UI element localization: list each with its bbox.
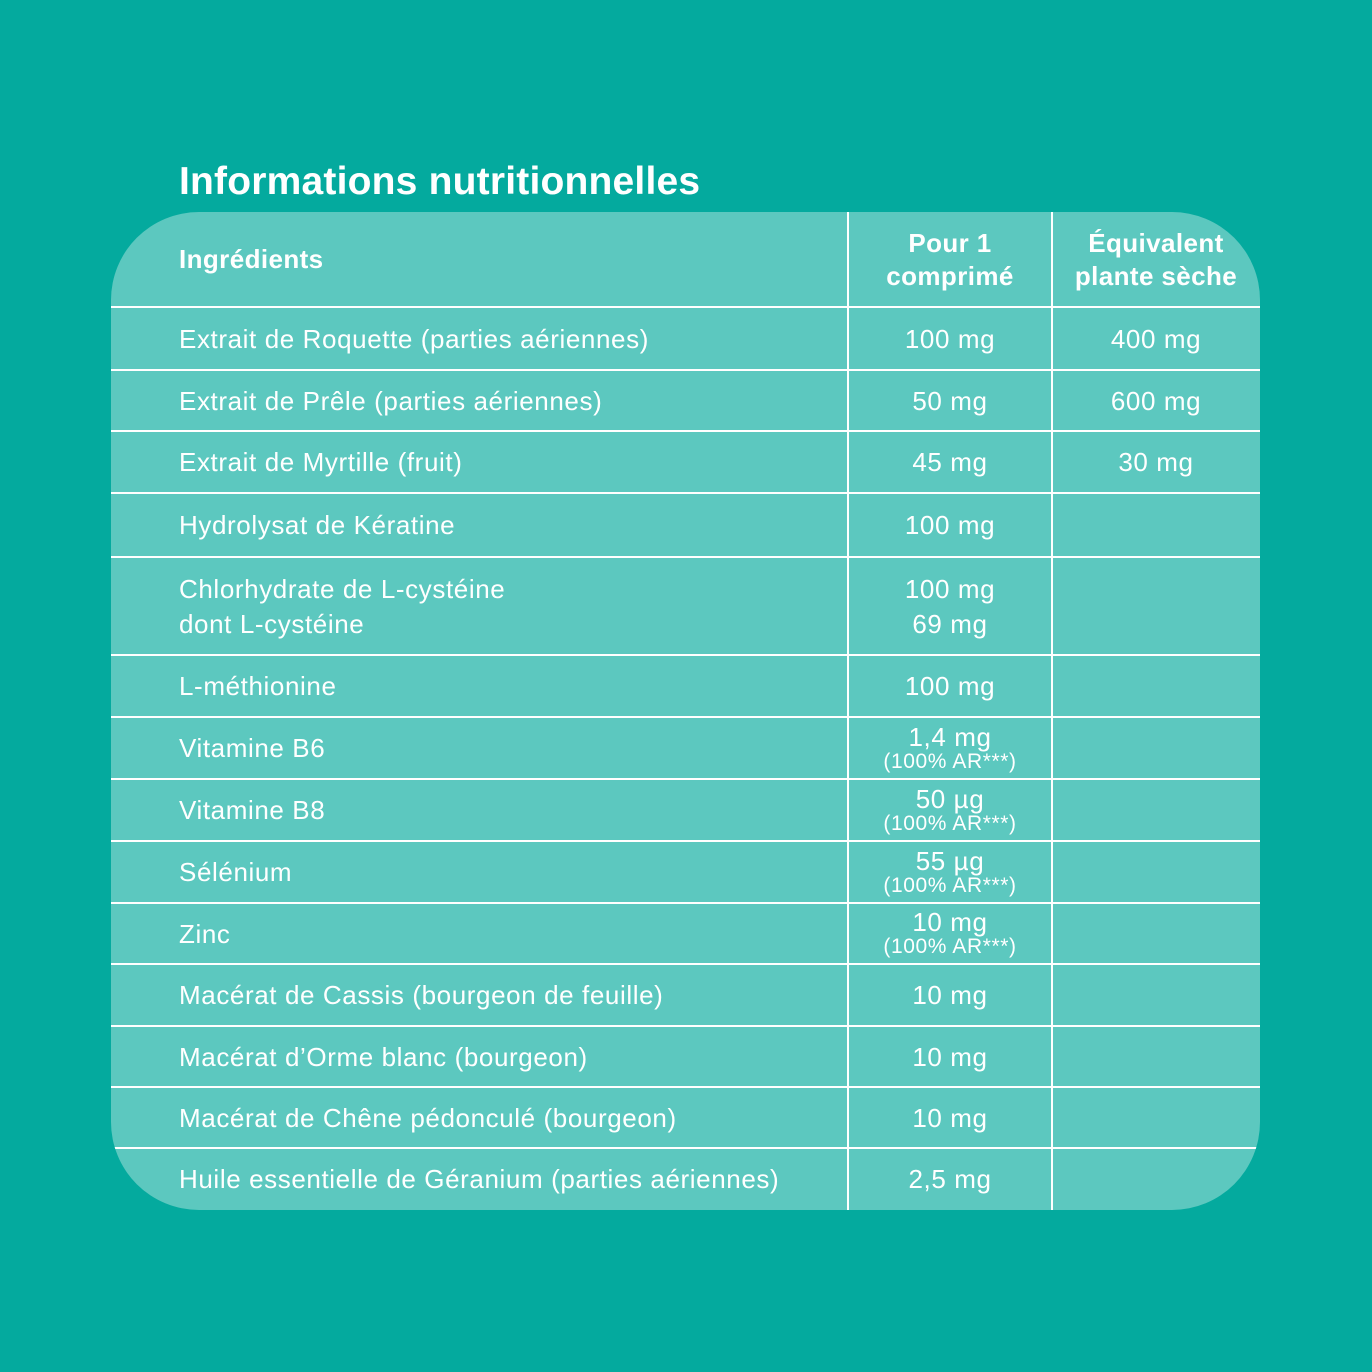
header-per-tablet-line: comprimé	[886, 260, 1014, 291]
ingredient-name-line: Macérat d’Orme blanc (bourgeon)	[179, 1041, 588, 1072]
quantity-per-tablet	[848, 308, 1052, 370]
ingredient-name	[111, 965, 848, 1026]
dry-plant-equivalent	[1052, 494, 1260, 557]
dry-plant-equivalent	[1052, 308, 1260, 370]
quantity-per-tablet	[848, 1149, 1052, 1210]
ingredient-name	[111, 1027, 848, 1087]
ingredient-name	[111, 718, 848, 779]
quantity-value: 69 mg	[912, 608, 988, 639]
quantity-ar-note: (100% AR***)	[883, 749, 1017, 773]
quantity-value: 100 mg	[904, 573, 996, 604]
quantity-per-tablet	[848, 494, 1052, 557]
quantity-per-tablet	[848, 558, 1052, 655]
table-row	[111, 842, 1260, 903]
table-row	[111, 1088, 1260, 1148]
table-row	[111, 1149, 1260, 1210]
quantity-value: 50 mg	[912, 385, 988, 416]
table-row	[111, 1027, 1260, 1087]
ingredient-name-line: Extrait de Prêle (parties aériennes)	[179, 385, 603, 416]
dry-plant-equivalent	[1052, 1088, 1260, 1148]
dry-plant-equivalent	[1052, 904, 1260, 964]
ingredient-name	[111, 371, 848, 431]
table-row	[111, 780, 1260, 841]
quantity-ar-note: (100% AR***)	[883, 935, 1017, 958]
ingredient-name-line: Macérat de Cassis (bourgeon de feuille)	[179, 980, 664, 1010]
header-dry-equivalent-line: Équivalent	[1088, 227, 1224, 258]
quantity-per-tablet	[848, 904, 1052, 964]
ingredient-name	[111, 308, 848, 370]
quantity-value: 100 mg	[904, 671, 996, 701]
quantity-per-tablet	[848, 371, 1052, 431]
header-ingredients-label: Ingrédients	[179, 244, 324, 274]
quantity-value: 10 mg	[912, 1102, 988, 1133]
ingredient-name-line: Vitamine B8	[179, 795, 326, 825]
ingredient-name-line: Extrait de Roquette (parties aériennes)	[179, 323, 649, 354]
quantity-value: 2,5 mg	[908, 1164, 992, 1194]
quantity-value: 45 mg	[912, 447, 988, 477]
dry-plant-equivalent	[1052, 780, 1260, 841]
dry-plant-equivalent	[1052, 1149, 1260, 1210]
table-row	[111, 308, 1260, 370]
table-row	[111, 494, 1260, 557]
table-header-row	[111, 212, 1260, 307]
ingredient-name-line: Vitamine B6	[179, 733, 326, 763]
ingredient-name	[111, 494, 848, 557]
ingredient-name-line: L-méthionine	[179, 671, 337, 701]
table-row	[111, 718, 1260, 779]
ingredient-name	[111, 842, 848, 903]
header-per-tablet	[848, 212, 1052, 307]
ingredient-name	[111, 1088, 848, 1148]
quantity-per-tablet	[848, 432, 1052, 493]
ingredient-name	[111, 780, 848, 841]
ingredient-name	[111, 1149, 848, 1210]
dry-plant-equivalent	[1052, 1027, 1260, 1087]
dry-plant-equivalent	[1052, 656, 1260, 717]
quantity-ar-note: (100% AR***)	[883, 873, 1017, 897]
page-title: Informations nutritionnelles	[179, 160, 701, 203]
equivalent-value: 30 mg	[1118, 447, 1194, 477]
ingredient-name-line: Zinc	[179, 918, 231, 949]
dry-plant-equivalent	[1052, 432, 1260, 493]
dry-plant-equivalent	[1052, 371, 1260, 431]
header-dry-equivalent	[1052, 212, 1260, 307]
ingredient-name-line: Extrait de Myrtille (fruit)	[179, 447, 463, 477]
table-row	[111, 904, 1260, 964]
quantity-value: 100 mg	[904, 323, 996, 354]
quantity-value: 50 µg	[915, 783, 985, 814]
quantity-ar-note: (100% AR***)	[883, 811, 1017, 835]
dry-plant-equivalent	[1052, 965, 1260, 1026]
quantity-value: 1,4 mg	[908, 721, 992, 752]
ingredient-name	[111, 558, 848, 655]
quantity-value: 10 mg	[912, 980, 988, 1010]
ingredient-name-line: Hydrolysat de Kératine	[179, 510, 456, 540]
table-row	[111, 432, 1260, 493]
table-row	[111, 656, 1260, 717]
quantity-per-tablet	[848, 965, 1052, 1026]
quantity-per-tablet	[848, 656, 1052, 717]
table-row	[111, 965, 1260, 1026]
dry-plant-equivalent	[1052, 718, 1260, 779]
header-dry-equivalent-line: plante sèche	[1074, 260, 1238, 291]
ingredient-name-line: Huile essentielle de Géranium (parties aériennes)	[179, 1164, 780, 1194]
quantity-per-tablet	[848, 780, 1052, 841]
quantity-value: 10 mg	[912, 1041, 988, 1072]
equivalent-value: 400 mg	[1110, 323, 1202, 354]
quantity-value: 10 mg	[912, 907, 988, 937]
equivalent-value: 600 mg	[1110, 385, 1202, 416]
ingredient-name-line: dont L-cystéine	[179, 608, 365, 639]
dry-plant-equivalent	[1052, 558, 1260, 655]
ingredient-name	[111, 904, 848, 964]
ingredient-name	[111, 656, 848, 717]
quantity-per-tablet	[848, 1027, 1052, 1087]
ingredient-name	[111, 432, 848, 493]
quantity-value: 55 µg	[915, 845, 985, 876]
dry-plant-equivalent	[1052, 842, 1260, 903]
table-row	[111, 371, 1260, 431]
ingredient-name-line: Sélénium	[179, 857, 293, 887]
table-row	[111, 558, 1260, 655]
header-per-tablet-line: Pour 1	[908, 227, 992, 258]
quantity-per-tablet	[848, 718, 1052, 779]
quantity-per-tablet	[848, 842, 1052, 903]
ingredient-name-line: Macérat de Chêne pédonculé (bourgeon)	[179, 1102, 677, 1133]
header-ingredients	[111, 212, 848, 307]
ingredient-name-line: Chlorhydrate de L-cystéine	[179, 573, 506, 604]
quantity-per-tablet	[848, 1088, 1052, 1148]
quantity-value: 100 mg	[904, 510, 996, 540]
nutrition-table	[111, 212, 1260, 1210]
